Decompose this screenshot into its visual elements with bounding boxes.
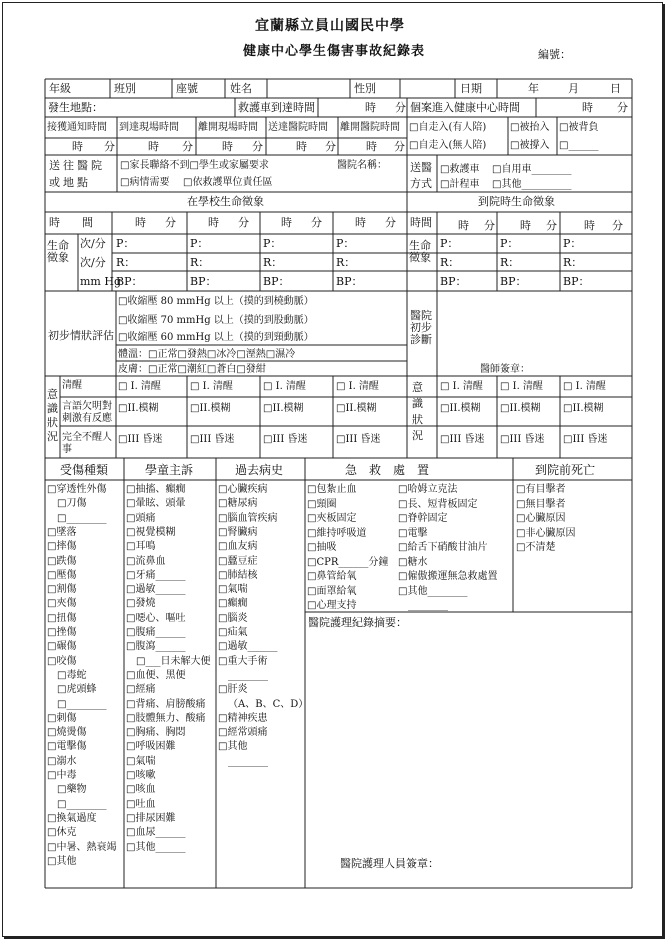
serial-label: 編號：	[538, 48, 571, 61]
pulse-field[interactable]: P：	[116, 237, 135, 250]
taxi-option[interactable]: □計程車	[440, 179, 480, 190]
checklist-item[interactable]: □夾傷	[47, 598, 77, 610]
injury-type-header: 受傷種類	[60, 463, 109, 477]
hour-label: 時	[365, 101, 376, 114]
checklist-item[interactable]: （A、B、C、D）	[228, 698, 309, 710]
checklist-item[interactable]: □電擊傷	[47, 741, 87, 753]
checklist-item[interactable]: □疝氣	[218, 627, 248, 638]
minute-label: 分	[165, 216, 176, 229]
initial-assessment-label: 初步情狀評估	[48, 329, 114, 342]
bp-field[interactable]: BP：	[336, 275, 363, 288]
hour-label: 時	[458, 219, 469, 232]
hour-label: 時	[72, 140, 83, 153]
hour-label: 時	[582, 101, 593, 114]
hospital-name-label: 醫院名稱：	[337, 160, 387, 171]
bp-field[interactable]: BP：	[500, 275, 527, 288]
coma-option[interactable]: □III 昏迷	[440, 434, 485, 445]
vitals-label-hospital: 生命徵象	[409, 239, 431, 264]
send-reason-1[interactable]: □家長聯絡不到□學生或家屬要求	[120, 160, 269, 171]
checklist-item[interactable]: □________	[57, 698, 107, 710]
checklist-item[interactable]: □精神疾患	[218, 712, 268, 724]
checklist-item[interactable]: □CPR______分鐘	[307, 556, 389, 568]
name-label: 姓名	[230, 82, 252, 95]
history-header: 過去病史	[235, 463, 284, 477]
coma-option[interactable]: □III 昏迷	[500, 434, 545, 445]
leave-scene-label: 離開現場時間	[198, 122, 258, 133]
checklist-item[interactable]: □電擊	[398, 527, 428, 539]
checklist-item[interactable]: ________	[228, 669, 268, 681]
minute-label: 分	[238, 216, 249, 229]
hour-label: 時	[135, 216, 146, 229]
grade-label: 年級	[49, 82, 71, 95]
checklist-item[interactable]: ________	[228, 755, 268, 767]
checklist-item[interactable]: □________	[57, 798, 107, 810]
confused-option[interactable]: □II.模糊	[440, 403, 481, 414]
checklist-item[interactable]: □咳血	[126, 784, 156, 796]
checklist-item[interactable]: □扭傷	[47, 612, 77, 624]
checklist-item[interactable]: □牙痛______	[126, 569, 186, 581]
checklist-item[interactable]: □包紮止血	[307, 484, 357, 495]
pulse-field[interactable]: P：	[563, 237, 582, 250]
checklist-item[interactable]: □糖尿病	[218, 498, 258, 510]
confused-option[interactable]: □II.模糊	[118, 403, 159, 414]
checklist-item[interactable]: □心臟疾病	[218, 484, 268, 495]
minute-label: 分	[311, 216, 322, 229]
coma-option[interactable]: □III 昏迷	[563, 434, 608, 445]
notify-time-label: 接獲通知時間	[47, 122, 107, 133]
form-subtitle: 健康中心學生傷害事故紀錄表	[243, 44, 426, 59]
checklist-item[interactable]: □有目擊者	[516, 484, 566, 495]
nursing-notes-label: 醫院護理紀錄摘要：	[308, 616, 407, 629]
temperature-options[interactable]: 體溫：□正常□發熱□冰冷□溼熱□濕冷	[118, 349, 296, 360]
checklist-item[interactable]: □腹瀉______	[126, 641, 186, 653]
checklist-item[interactable]: □抽搐、癲癇	[126, 484, 186, 495]
pulse-field[interactable]: P：	[500, 237, 519, 250]
alert-option[interactable]: □ I. 清醒	[500, 381, 543, 392]
alert-option[interactable]: □ I. 清醒	[440, 381, 483, 392]
transport-label-2: 方式	[410, 177, 432, 190]
checklist-item[interactable]: □長、短背板固定	[398, 498, 478, 510]
checklist-item[interactable]: □吐血	[126, 798, 156, 810]
skin-options[interactable]: 皮膚：□正常□潮紅□蒼白□發紺	[118, 364, 266, 375]
bp-field[interactable]: BP：	[116, 275, 143, 288]
location-label: 發生地點：	[48, 101, 103, 114]
time-label: 時 間	[49, 216, 93, 229]
hour-label: 時	[584, 219, 595, 232]
checklist-item[interactable]: □胸痛、胸悶	[126, 727, 186, 739]
arrive-scene-label: 到達現場時間	[119, 122, 179, 133]
checklist-item[interactable]: □________	[57, 512, 107, 524]
resp-field[interactable]: R：	[440, 256, 460, 269]
checklist-item[interactable]: □鼻管給氧	[307, 571, 357, 582]
checklist-item[interactable]: □虎頭蜂	[57, 684, 97, 696]
checklist-item[interactable]: □咬傷	[47, 655, 77, 667]
checklist-item[interactable]: □溺水	[47, 755, 77, 767]
checklist-item[interactable]: □休克	[47, 827, 77, 839]
walk-accompanied-option[interactable]: □自走入(有人陪)	[409, 122, 487, 133]
bp-field[interactable]: BP：	[190, 275, 217, 288]
checklist-item[interactable]: □血尿______	[126, 827, 186, 839]
school-vitals-header: 在學校生命徵象	[187, 195, 264, 208]
checklist-item[interactable]: □視覺模糊	[126, 526, 176, 538]
confused-row-label: 言語欠明對刺激有反應	[62, 401, 112, 424]
bp80-option[interactable]: □收縮壓 80 mmHg 以上（摸的到橈動脈）	[118, 296, 314, 307]
checklist-item[interactable]: □不清楚	[516, 542, 556, 553]
arrive-hospital-label: 送達醫院時間	[268, 122, 328, 133]
resp-field[interactable]: R：	[563, 256, 583, 269]
month-label: 月	[568, 82, 579, 95]
checklist-item[interactable]: □其他	[218, 741, 248, 753]
confused-option[interactable]: □II.模糊	[563, 403, 604, 414]
checklist-item[interactable]: □維持呼吸道	[307, 527, 367, 539]
nurse-sign-label: 醫院護理人員簽章：	[340, 857, 439, 870]
complaint-header: 學童主訴	[145, 463, 194, 477]
checklist-item[interactable]: □無目擊者	[516, 498, 566, 510]
coma-option[interactable]: □III 昏迷	[118, 434, 163, 445]
minute-label: 分	[252, 140, 263, 153]
enter-health-center-label: 個案進入健康中心時間	[410, 101, 520, 114]
checklist-item[interactable]: □背痛、肩膀酸痛	[126, 698, 206, 710]
checklist-item[interactable]: □中毒	[47, 770, 77, 781]
checklist-item[interactable]: □氣喘	[126, 755, 156, 767]
minute-label: 分	[394, 140, 405, 153]
checklist-item[interactable]: □發燒	[126, 598, 156, 610]
checklist-item[interactable]: □肢體無力、酸痛	[126, 712, 206, 724]
class-label: 班別	[114, 82, 136, 95]
ambulance-time-label: 救護車到達時間	[238, 101, 315, 114]
checklist-item[interactable]: □燒燙傷	[47, 727, 87, 739]
checklist-item[interactable]: □其他	[47, 855, 77, 867]
minute-label: 分	[546, 219, 557, 232]
hour-label: 時	[366, 140, 377, 153]
alert-option[interactable]: □ I. 清醒	[190, 381, 233, 392]
resp-field[interactable]: R：	[116, 256, 136, 269]
alert-row-label: 清醒	[62, 380, 82, 391]
coma-option[interactable]: □III 昏迷	[190, 434, 235, 445]
checklist-item[interactable]: □過敏______	[218, 641, 278, 653]
pulse-unit: 次/分	[80, 237, 106, 250]
first-aid-header: 急 救 處 置	[345, 463, 430, 477]
consciousness-label: 意識狀況	[47, 388, 58, 443]
year-label: 年	[528, 82, 539, 95]
checklist-item[interactable]: □挫傷	[47, 627, 77, 638]
checklist-item[interactable]: □藥物	[57, 784, 87, 796]
checklist-item[interactable]: □其他________	[398, 585, 468, 597]
coma-option[interactable]: □III 昏迷	[263, 434, 308, 445]
hour-label: 時	[520, 219, 531, 232]
private-car-option[interactable]: □自用車________	[492, 164, 572, 175]
checklist-item[interactable]: □壓傷	[47, 569, 77, 581]
send-reason-3[interactable]: □依救護單位責任區	[183, 177, 273, 188]
checklist-item[interactable]: □蠶豆症	[218, 555, 258, 567]
alert-option[interactable]: □ I. 清醒	[336, 381, 379, 392]
checklist-item[interactable]: □換氣過度	[47, 812, 97, 824]
day-label: 日	[610, 82, 621, 95]
checklist-item[interactable]: □摔傷	[47, 541, 77, 553]
hour-label: 時	[281, 216, 292, 229]
hour-label: 時	[222, 140, 233, 153]
minute-label: 分	[395, 101, 406, 114]
checklist-item[interactable]: □刀傷	[57, 498, 87, 510]
checklist-item[interactable]: □墜落	[47, 526, 77, 538]
checklist-item[interactable]: □僱傲搬運無急救處置	[398, 571, 498, 582]
bp-field[interactable]: BP：	[563, 275, 590, 288]
send-reason-2[interactable]: □病情需要	[120, 177, 170, 188]
checklist-item[interactable]: □心理支持	[307, 600, 357, 611]
carried-option[interactable]: □被抬入	[510, 122, 550, 133]
time-label-hospital: 時間	[410, 216, 432, 229]
checklist-item[interactable]: □肝炎	[218, 684, 248, 696]
walk-alone-option[interactable]: □自走入(無人陪)	[409, 140, 487, 151]
checklist-item[interactable]: □氣喘	[218, 584, 248, 596]
checklist-item[interactable]: □呼吸困難	[126, 741, 176, 753]
leave-hospital-label: 離開醫院時間	[340, 122, 400, 133]
checklist-item[interactable]: □過敏______	[126, 584, 186, 596]
minute-label: 分	[617, 101, 628, 114]
checklist-item[interactable]: □頭痛	[126, 512, 156, 524]
doa-header: 到院前死亡	[535, 463, 596, 477]
checklist-item[interactable]: □心臟原因	[516, 513, 566, 524]
minute-label: 分	[104, 140, 115, 153]
confused-option[interactable]: □II.模糊	[336, 403, 377, 414]
consciousness-label-hospital: 意識狀況	[412, 381, 423, 442]
checklist-item[interactable]: □排尿困難	[126, 812, 176, 824]
checklist-item[interactable]: □其他______	[126, 841, 186, 853]
checklist-item[interactable]: □給舌下硝酸甘油片	[398, 542, 488, 553]
pulse-field[interactable]: P：	[440, 237, 459, 250]
checklist-item[interactable]: □暈眩、頭暈	[126, 498, 186, 510]
checklist-item[interactable]: □咳嗽	[126, 770, 156, 781]
checklist-item[interactable]: □腹痛______	[126, 627, 186, 638]
checklist-item[interactable]: □穿透性外傷	[47, 484, 107, 495]
pulse-field[interactable]: P：	[190, 237, 209, 250]
checklist-item[interactable]: □非心臟原因	[516, 527, 576, 539]
checklist-item[interactable]: □面罩給氧	[307, 585, 357, 597]
coma-option[interactable]: □III 昏迷	[336, 434, 381, 445]
gender-label: 性別	[354, 82, 376, 95]
transport-label-1: 送醫	[410, 161, 432, 174]
checklist-item[interactable]: □糖水	[398, 556, 428, 568]
checklist-item[interactable]: □碾傷	[47, 641, 77, 653]
alert-option[interactable]: □ I. 清醒	[263, 381, 306, 392]
resp-unit: 次/分	[80, 256, 106, 269]
minute-label: 分	[325, 140, 336, 153]
resp-field[interactable]: R：	[263, 256, 283, 269]
checklist-item[interactable]: □毒蛇	[57, 669, 87, 681]
other-transport-option[interactable]: □其他__________	[492, 179, 572, 190]
checklist-item[interactable]: □耳鳴	[126, 541, 156, 553]
checklist-item[interactable]: □脊幹固定	[398, 513, 448, 524]
hospital-vitals-header: 到院時生命徵象	[478, 195, 555, 208]
minute-label: 分	[385, 216, 396, 229]
checklist-item[interactable]: □頸圈	[307, 498, 337, 510]
checklist-item[interactable]: □流鼻血	[126, 555, 166, 567]
send-to-label: 送往醫院	[49, 159, 105, 172]
supported-option[interactable]: □被撐入	[510, 140, 550, 151]
checklist-item[interactable]: □抽吸	[307, 542, 337, 553]
doctor-sign-label: 醫師簽章：	[480, 364, 530, 375]
resp-field[interactable]: R：	[336, 256, 356, 269]
checklist-item[interactable]: □刺傷	[47, 712, 77, 724]
bp-field[interactable]: BP：	[263, 275, 290, 288]
checklist-item[interactable]: □腦血管疾病	[218, 512, 278, 524]
minute-label: 分	[182, 140, 193, 153]
minute-label: 分	[612, 219, 623, 232]
hour-label: 時	[296, 140, 307, 153]
checklist-item[interactable]: □噁心、嘔吐	[126, 612, 186, 624]
checklist-item[interactable]: □經常頭痛	[218, 727, 268, 739]
ambulance-option[interactable]: □救護車	[440, 164, 480, 175]
checklist-item[interactable]: □癲癇	[218, 598, 248, 610]
pulse-field[interactable]: P：	[263, 237, 282, 250]
bp70-option[interactable]: □收縮壓 70 mmHg 以上（摸的到股動脈）	[118, 315, 314, 326]
checklist-item[interactable]: □血便、黑便	[126, 669, 186, 681]
hour-label: 時	[208, 216, 219, 229]
or-location-label: 或地點	[49, 176, 91, 189]
resp-field[interactable]: R：	[500, 256, 520, 269]
checklist-item[interactable]: □重大手術	[218, 655, 268, 667]
date-label: 日期	[460, 82, 482, 95]
hour-label: 時	[355, 216, 366, 229]
hospital-diagnosis-label: 醫院初步診斷	[410, 309, 432, 346]
checklist-item[interactable]: □___日未解大便	[136, 655, 211, 667]
coma-row-label: 完全不醒人事	[62, 432, 112, 455]
checklist-item[interactable]: □夾板固定	[307, 513, 357, 524]
seat-label: 座號	[176, 82, 198, 95]
bp-field[interactable]: BP：	[440, 275, 467, 288]
vitals-label: 生命徵象	[47, 239, 69, 264]
checklist-item[interactable]: □肺結核	[218, 569, 258, 581]
confused-option[interactable]: □II.模糊	[263, 403, 304, 414]
resp-field[interactable]: R：	[190, 256, 210, 269]
checklist-item[interactable]: □哈姆立克法	[398, 484, 458, 495]
confused-option[interactable]: □II.模糊	[190, 403, 231, 414]
hour-label: 時	[148, 140, 159, 153]
alert-option[interactable]: □ I. 清醒	[118, 381, 161, 392]
bp-unit: mm Hg	[80, 275, 121, 288]
checklist-item[interactable]: □腎臟病	[218, 526, 258, 538]
checklist-item[interactable]: ________	[408, 600, 448, 611]
alert-option[interactable]: □ I. 清醒	[563, 381, 606, 392]
checklist-item[interactable]: □中暑、熱衰竭	[47, 841, 117, 853]
form-title: 宜蘭縣立員山國民中學	[255, 18, 405, 34]
pulse-field[interactable]: P：	[336, 237, 355, 250]
checklist-item[interactable]: □腦炎	[218, 612, 248, 624]
piggyback-option[interactable]: □被背負	[559, 122, 599, 133]
confused-option[interactable]: □II.模糊	[500, 403, 541, 414]
minute-label: 分	[484, 219, 495, 232]
checklist-item[interactable]: □割傷	[47, 584, 77, 596]
other-arrival-option[interactable]: □______	[559, 140, 599, 151]
checklist-item[interactable]: □血友病	[218, 541, 258, 553]
checklist-item[interactable]: □經痛	[126, 684, 156, 696]
checklist-item[interactable]: □跌傷	[47, 555, 77, 567]
bp60-option[interactable]: □收縮壓 60 mmHg 以上（摸的到頸動脈）	[118, 332, 314, 343]
